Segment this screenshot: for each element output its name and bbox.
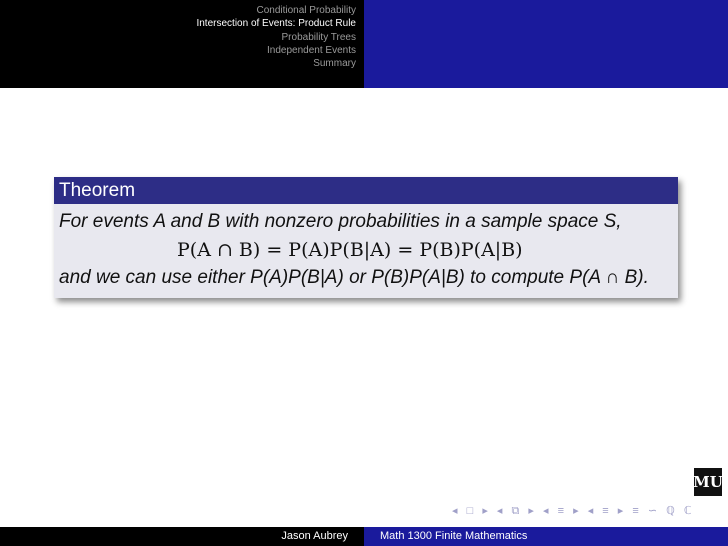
- section-link-summary[interactable]: Summary: [313, 58, 356, 70]
- nav-back-icon[interactable]: ∽: [647, 505, 658, 517]
- theorem-body: [54, 204, 678, 298]
- nav-section-icon[interactable]: ≡: [557, 505, 565, 517]
- nav-doc-icon[interactable]: ≡: [602, 505, 609, 517]
- footer-right-panel: [364, 527, 728, 546]
- footer-left-panel: [0, 527, 364, 546]
- theorem-title: Theorem: [54, 177, 678, 204]
- nav-prev-section-icon[interactable]: ◂: [543, 505, 549, 517]
- theorem-block: [54, 177, 678, 298]
- university-logo-icon: MU: [694, 468, 722, 496]
- nav-forward-icon[interactable]: ℂ: [683, 505, 692, 517]
- section-link-independent-events[interactable]: Independent Events: [267, 44, 356, 56]
- nav-frame-icon[interactable]: □: [466, 505, 474, 517]
- header-left-panel: [0, 0, 364, 88]
- theorem-conclusion: and we can use either P(A)P(B|A) or P(B)P(A|B) to compute P(A ∩ B).: [59, 267, 649, 288]
- author-name: Jason Aubrey: [281, 530, 348, 542]
- nav-menu-icon[interactable]: ≡: [632, 505, 639, 517]
- nav-next-doc-icon[interactable]: ▸: [617, 505, 624, 517]
- section-navigation: [196, 4, 356, 70]
- header-right-panel: [364, 0, 728, 88]
- nav-search-icon[interactable]: ℚ: [666, 505, 675, 517]
- nav-next-subsection-icon[interactable]: ▸: [528, 505, 534, 517]
- product-rule-formula: P(A ∩ B) = P(A)P(B|A) = P(B)P(A|B): [177, 239, 523, 261]
- section-link-conditional-probability[interactable]: Conditional Probability: [256, 5, 356, 16]
- header-bar: [0, 0, 728, 88]
- nav-subsection-icon[interactable]: ⧉: [511, 505, 520, 517]
- nav-prev-doc-icon[interactable]: ◂: [587, 505, 594, 517]
- section-link-product-rule[interactable]: Intersection of Events: Product Rule: [196, 18, 356, 30]
- nav-prev-icon[interactable]: ◂: [452, 505, 458, 517]
- nav-next-section-icon[interactable]: ▸: [573, 505, 579, 517]
- beamer-navigation-symbols: [452, 504, 698, 518]
- nav-next-icon[interactable]: ▸: [482, 505, 488, 517]
- course-title: Math 1300 Finite Mathematics: [380, 530, 528, 542]
- section-link-probability-trees[interactable]: Probability Trees: [281, 31, 356, 43]
- theorem-intro: For events A and B with nonzero probabilities in a sample space S,: [59, 211, 622, 232]
- nav-prev-subsection-icon[interactable]: ◂: [496, 505, 503, 517]
- footer-bar: [0, 527, 728, 546]
